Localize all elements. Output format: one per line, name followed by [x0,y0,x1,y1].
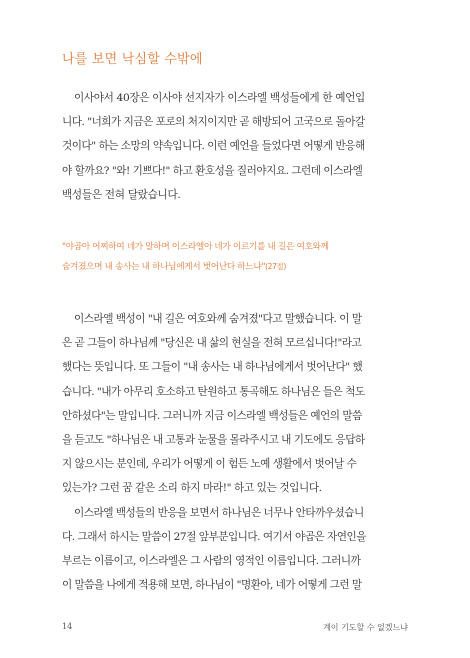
text-line: 백성들은 전혀 달랐습니다. [62,188,181,201]
text-line: 습니다. "내가 아무리 호소하고 탄원하고 통곡해도 하나님은 들은 척도 [62,385,365,398]
text-line: 것이다" 하는 소망의 약속입니다. 이런 예언을 들었다면 어떻게 반응해 [62,140,365,153]
paragraph-2 [62,307,408,597]
page-number: 14 [62,622,73,631]
section-heading: 나를 보면 낙심할 수밖에 [62,52,203,67]
text-line: 이 말씀을 나에게 적용해 보면, 하나님이 "명환아, 네가 어떻게 그런 말 [62,579,362,592]
text-line: 부르는 이름이고, 이스라엘은 그 사람의 영적인 이름입니다. 그러니까 [62,554,361,567]
text-line: 야 할까요? "와! 기쁘다!" 하고 환호성을 질러야지요. 그런데 이스라엘 [62,164,363,177]
text-line: 지 않으시는 분인데, 우리가 어떻게 이 험든 노예 생활에서 벗어날 수 [62,458,357,471]
text-line: 이스라엘 백성들의 반응을 보면서 하나님은 너무나 안타까우셨습니 [74,506,364,519]
text-line: 있는가? 그런 꿈 같은 소리 하지 마라!" 하고 있는 것입니다. [62,482,322,495]
quote-text: 숨겨졌으며 내 송사는 내 하나님에게서 벗어난다 하느냐" [62,262,266,272]
text-line: 안하셨다"는 말입니다. 그러니까 지금 이스라엘 백성들은 예언의 말씀 [62,409,362,422]
text-line: 이사야서 40장은 이사야 선지자가 이스라엘 백성들에게 한 예언입 [74,92,365,104]
paragraph-1 [62,86,408,207]
running-title: 계이 기도할 수 없겠느냐 [323,623,408,632]
verse-reference: (27절) [265,262,286,271]
scripture-quote [62,238,412,277]
text-line: 이스라엘 백성이 "내 길은 여호와께 숨겨졌"다고 말했습니다. 이 말 [74,313,362,325]
text-line: 은 곧 그들이 하나님께 "당신은 내 삶의 현실을 전혀 모르십니다!"라고 [62,337,362,350]
quote-line: "야곱아 어찌하여 네가 말하며 이스라엘아 네가 이르기를 내 길은 여호와께 [62,242,329,252]
text-line: 다. 그래서 하시는 말씀이 27절 앞부분입니다. 여기서 야곱은 자연인을 [62,530,366,543]
text-line: 니다. "너희가 지금은 포로의 처지이지만 곧 해방되어 고국으로 돌아갈 [62,116,365,129]
quote-line-2 [62,257,412,277]
text-line: 했다는 뜻입니다. 또 그들이 "내 송사는 내 하나님에게서 벗어난다" 했 [62,361,363,374]
text-line: 을 듣고도 "하나님은 내 고통과 눈물을 몰라주시고 내 기도에도 응답하 [62,433,365,446]
